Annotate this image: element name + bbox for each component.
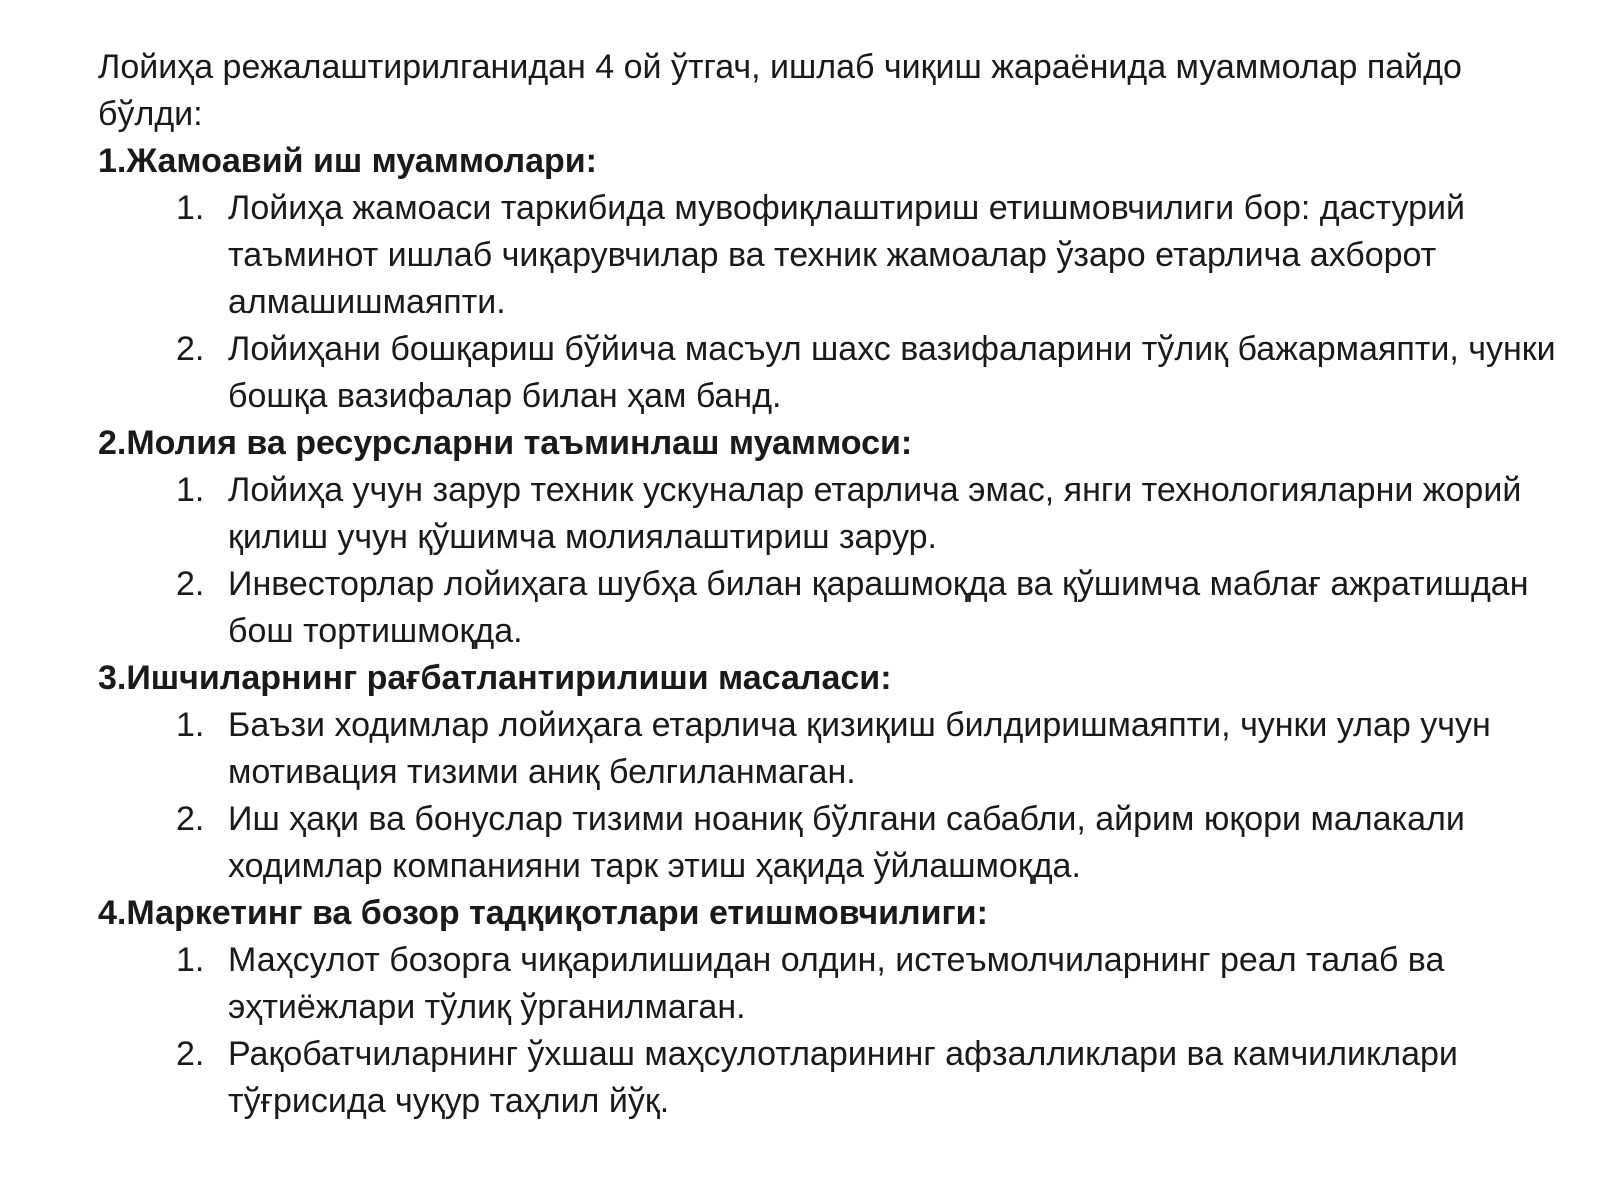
section-4: [98, 890, 1560, 1125]
list-item: [98, 937, 1558, 1031]
list-item-number: 2.: [176, 1035, 205, 1073]
section-1: [98, 138, 1560, 420]
list-item: [98, 796, 1558, 890]
section-title: 2.Молия ва ресурсларни таъминлаш муаммоси:: [98, 424, 913, 462]
list-item: [98, 1031, 1558, 1125]
section-title: 1.Жамоавий иш муаммолари:: [98, 142, 597, 180]
list-item-number: 2.: [176, 330, 205, 368]
list-item: [98, 561, 1558, 655]
list-item-number: 1.: [176, 189, 205, 227]
list-item-text: Лойиҳани бошқариш бўйича масъул шахс вазифаларини тўлиқ бажармаяпти, чунки бошқа вазифалар билан ҳам банд.: [228, 330, 1556, 415]
list-item-text: Инвесторлар лойиҳага шубҳа билан қарашмоқда ва қўшимча маблағ ажратишдан бош тортишмоқда.: [228, 565, 1529, 650]
list-item-text: Лойиҳа учун зарур техник ускуналар етарлича эмас, янги технологияларни жорий қилиш учун қўшимча молиялаштириш зарур.: [228, 471, 1522, 556]
intro-paragraph: Лойиҳа режалаштирилганидан 4 ой ўтгач, ишлаб чиқиш жараёнида муаммолар пайдо бўлди:: [98, 48, 1462, 133]
section-2: [98, 420, 1560, 655]
section-list: [98, 185, 1560, 420]
section-list: [98, 702, 1560, 890]
section-list: [98, 937, 1560, 1125]
list-item-text: Рақобатчиларнинг ўхшаш маҳсулотларининг афзалликлари ва камчиликлари тўғрисида чуқур таҳлил йўқ.: [228, 1035, 1458, 1120]
section-3: [98, 655, 1560, 890]
list-item-text: Иш ҳақи ва бонуслар тизими ноаниқ бўлгани сабабли, айрим юқори малакали ходимлар компанияни тарк этиш ҳақида ўйлашмоқда.: [228, 800, 1465, 885]
list-item-text: Маҳсулот бозорга чиқарилишидан олдин, истеъмолчиларнинг реал талаб ва эҳтиёжлари тўлиқ ўрганилмаган.: [228, 941, 1445, 1026]
section-title: 4.Маркетинг ва бозор тадқиқотлари етишмовчилиги:: [98, 894, 988, 932]
list-item-number: 2.: [176, 800, 205, 838]
list-item-number: 2.: [176, 565, 205, 603]
list-item: [98, 326, 1558, 420]
list-item-number: 1.: [176, 706, 205, 744]
list-item: [98, 467, 1558, 561]
list-item-number: 1.: [176, 471, 205, 509]
list-item-text: Баъзи ходимлар лойиҳага етарлича қизиқиш билдиришмаяпти, чунки улар учун мотивация тизими аниқ белгиланмаган.: [228, 706, 1491, 791]
list-item-text: Лойиҳа жамоаси таркибида мувофиқлаштириш етишмовчилиги бор: дастурий таъминот ишлаб чиқарувчилар ва техник жамоалар ўзаро етарлича ахборот алмашишмаяпти.: [228, 189, 1465, 321]
section-list: [98, 467, 1560, 655]
list-item: [98, 185, 1558, 326]
list-item: [98, 702, 1558, 796]
list-item-number: 1.: [176, 941, 205, 979]
section-title: 3.Ишчиларнинг рағбатлантирилиши масаласи:: [98, 659, 892, 697]
